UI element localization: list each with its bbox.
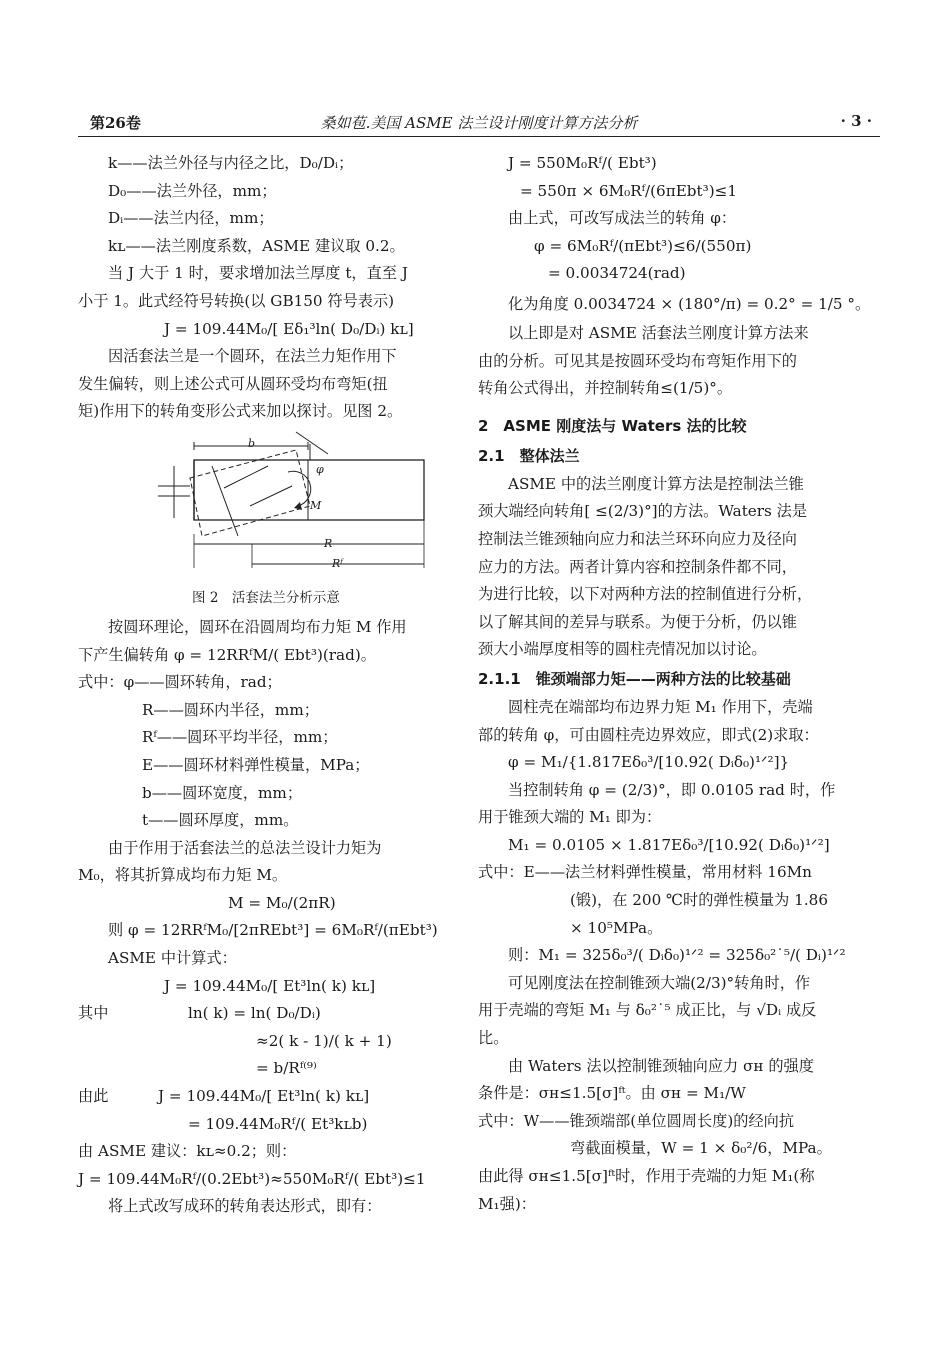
definition-b: b——圆环宽度，mm； [142,783,303,802]
definition-kl: kʟ——法兰刚度系数，ASME 建议取 0.2。 [108,236,405,255]
paragraph-line: 以了解其间的差异与联系。为便于分析，仍以锥 [478,612,797,631]
definition-do: D₀——法兰外径，mm； [108,181,277,200]
asme-label: ASME 中计算式： [108,949,237,968]
equation-phi-shell: φ = M₁/{1.817Eδ₀³/[10.92( Dᵢδ₀)¹ᐟ²]} [508,753,790,772]
running-header [78,110,880,137]
paragraph-line: 当 J 大于 1 时，要求增加法兰厚度 t，直至 J [108,264,408,283]
definition-e-cont: (锻)，在 200 ℃时的弹性模量为 1.86 [570,891,829,910]
figure-label-r: R [324,536,333,550]
section-heading-2: 2 ASME 刚度法与 Waters 法的比较 [478,416,747,435]
equation-phi: 则 φ = 12RRᶠM₀/[2πREbt³] = 6M₀Rᶠ/(πEbt³) [108,921,438,940]
figure-caption: 图 2 活套法兰分析示意 [192,589,340,606]
equation-m1: M₁ = 0.0105 × 1.817Eδ₀³/[10.92( Dᵢδ₀)¹ᐟ²] [508,835,830,854]
equation-row [78,1000,454,1028]
paragraph-line: 用于壳端的弯矩 M₁ 与 δ₀²˙⁵ 成正比，与 √Dᵢ 成反 [478,1001,817,1020]
equation-row [78,1083,454,1111]
definition-t: t——圆环厚度，mm。 [142,811,299,830]
definition-e: 式中：E——法兰材料弹性模量，常用材料 16Mn [478,863,812,882]
paragraph-line: 控制法兰锥颈轴向应力和法兰环环向应力及径向 [478,529,797,548]
paragraph-line: 由 Waters 法以控制锥颈轴向应力 σʜ 的强度 [508,1056,814,1075]
paragraph-line: 由的分析。可见其是按圆环受均布弯矩作用下的 [478,351,797,370]
equation-approx: ≈2( k - 1)/( k + 1) [256,1031,392,1050]
paragraph-line: ASME 中的法兰刚度计算方法是控制法兰锥 [508,474,804,493]
journal-volume: 第26卷 [90,114,141,132]
paragraph-line: 小于 1。此式经符号转换(以 GB150 符号表示) [78,291,395,310]
definition-rf: Rᶠ——圆环平均半径，mm； [142,728,338,747]
definition-k: k——法兰外径与内径之比，D₀/Dᵢ； [108,154,354,172]
asme-suggestion: 由 ASME 建议：kʟ≈0.2；则： [78,1142,297,1161]
page-number: · 3 · [840,112,872,130]
paragraph-line: 由上式，可改写成法兰的转角 φ： [508,209,737,228]
article-running-title: 桑如苞.美国 ASME 法兰设计刚度计算方法分析 [320,114,638,132]
paragraph-line: 圆柱壳在端部均布边界力矩 M₁ 作用下，壳端 [508,697,813,716]
paragraph-line: 转角公式得出，并控制转角≤(1/5)°。 [478,379,733,398]
paragraph-line: 以上即是对 ASME 活套法兰刚度计算方法来 [508,323,809,342]
right-column [478,150,871,1218]
figure-label-rf: Rᶠ [332,556,343,570]
paragraph-line: 为进行比较，以下对两种方法的控制值进行分析， [478,585,813,604]
definition-phi: 式中：φ——圆环转角，rad； [78,673,282,692]
definition-e-cont: × 10⁵MPa。 [570,918,663,937]
section-heading-2-1-1: 2.1.1 锥颈端部力矩——两种方法的比较基础 [478,669,791,688]
equation-j: J = 550M₀Rᶠ/( Ebt³) [508,154,657,172]
definition-w-cont: 弯截面模量，W = 1 × δ₀²/6，MPa。 [570,1139,832,1158]
equation-ln-k: ln( k) = ln( D₀/Dᵢ) [188,1004,321,1023]
figure-label-b: b [248,436,256,450]
paragraph-line: 发生偏转，则上述公式可从圆环受均布弯矩(扭 [78,374,388,393]
definition-r: R——圆环内半径，mm； [142,700,319,719]
paragraph-line: 将上式改写成环的转角表达形式，即有： [108,1197,382,1216]
paragraph-line: 可见刚度法在控制锥颈大端(2/3)°转角时，作 [508,973,811,992]
paragraph-line: 用于锥颈大端的 M₁ 即为： [478,808,662,827]
paragraph-line: 比。 [478,1029,509,1048]
equation-phi-value: = 0.0034724(rad) [548,264,686,283]
equation-ratio: = b/Rᶠ⁽⁹⁾ [256,1059,317,1078]
definition-w: 式中：W——锥颈端部(单位圆周长度)的经向抗 [478,1111,795,1130]
figure-2-flange-diagram [78,426,454,614]
equation-label: 由此 [78,1087,109,1106]
figure-label-phi: φ [316,462,324,476]
paragraph-line: 矩)作用下的转角变形公式来加以探讨。见图 2。 [78,402,403,421]
paragraph-line: 由于作用于活套法兰的总法兰设计力矩为 [108,838,382,857]
equation-label: 其中 [78,1004,109,1023]
section-heading-2-1: 2.1 整体法兰 [478,446,580,465]
paragraph-line: 按圆环理论，圆环在沿圆周均布力矩 M 作用 [108,617,407,636]
paragraph-line: 下产生偏转角 φ = 12RRᶠM/( Ebt³)(rad)。 [78,645,376,664]
paragraph-line: 由此得 σʜ≤1.5[σ]ᶠᵗ时，作用于壳端的力矩 M₁(称 [478,1167,815,1185]
left-column [78,150,454,1221]
paragraph-line: 应力的方法。两者计算内容和控制条件都不同， [478,557,797,576]
equation-degree: 化为角度 0.0034724 × (180°/π) = 0.2° = 1/5 °。 [508,294,871,313]
paragraph-line: M₁强)： [478,1194,536,1213]
equation-m: M = M₀/(2πR) [228,893,336,912]
equation-j-derived: J = 109.44M₀/[ Et³ln( k) kʟ] [158,1087,370,1106]
paragraph-line: 当控制转角 φ = (2/3)°，即 0.0105 rad 时，作 [508,780,836,799]
paragraph-line: 因活套法兰是一个圆环，在法兰力矩作用下 [108,347,397,366]
paragraph-line: 颈大端经向转角[ ≤(2/3)°]的方法。Waters 法是 [478,502,808,521]
equation-j-final: J = 109.44M₀Rᶠ/(0.2Ebt³)≈550M₀Rᶠ/( Ebt³)≤1 [78,1169,426,1188]
paragraph-line: 部的转角 φ，可由圆柱壳边界效应，即式(2)求取： [478,725,819,744]
definition-di: Dᵢ——法兰内径，mm； [108,209,274,228]
equation-phi: φ = 6M₀Rᶠ/(πEbt³)≤6/(550π) [534,236,752,255]
figure-label-m: M [310,498,322,512]
paragraph-line: 条件是：σʜ≤1.5[σ]ᶠᵗ。由 σʜ = M₁/W [478,1084,746,1103]
paragraph-line: 颈大小端厚度相等的圆柱壳情况加以讨论。 [478,640,767,659]
paragraph-line: M₀，将其折算成均布力矩 M。 [78,866,288,885]
equation-j-asme: J = 109.44M₀/[ Et³ln( k) kʟ] [164,976,376,995]
equation-j-simplified: = 109.44M₀Rᶠ/( Et³kʟb) [188,1114,368,1133]
equation-m1-result: 则：M₁ = 325δ₀³/( Dᵢδ₀)¹ᐟ² = 325δ₀²˙⁵/( Dᵢ)¹ᐟ² [508,946,846,965]
definition-e: E——圆环材料弹性模量，MPa； [142,755,370,774]
equation-j-gb150: J = 109.44M₀/[ Eδ₁³ln( D₀/Dᵢ) kʟ] [164,319,414,338]
equation-j-expanded: = 550π × 6M₀Rᶠ/(6πEbt³)≤1 [520,181,738,200]
